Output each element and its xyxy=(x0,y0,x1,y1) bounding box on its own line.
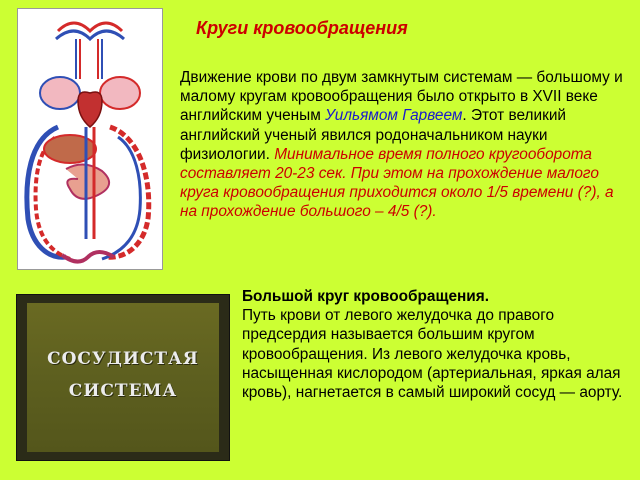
big-circle-heading: Большой круг кровообращения. xyxy=(242,288,490,305)
vein-loop-right xyxy=(102,137,140,259)
video-player[interactable] xyxy=(16,294,230,461)
video-title-line-1: СОСУДИСТАЯ xyxy=(47,349,199,369)
video-frame-image[interactable] xyxy=(27,303,219,452)
intro-paragraph xyxy=(180,68,625,222)
lung-left xyxy=(40,77,80,109)
intro-text-middle: . Этот великий английский ученый явился родоначальником науки физиологии. xyxy=(180,107,567,163)
big-circle-section xyxy=(242,287,632,402)
big-circle-text: Путь крови от левого желудочка до правого предсердия называется большим кругом кровообращения. Из левого желудочка кровь, насыщенная кислородом (артериальная, яркая алая кровь), нагнетается в самый широкий сосуд — аорту. xyxy=(242,307,623,402)
slide-title: Круги кровообращения xyxy=(196,18,408,38)
intestines xyxy=(66,164,109,198)
circulatory-diagram xyxy=(17,8,163,270)
video-title-line-2: СИСТЕМА xyxy=(68,381,178,401)
heart xyxy=(78,92,102,127)
intro-highlight: Минимальное время полного кругооборота составляет 20-23 сек. При этом на прохождение малого круга кровообращения приходится около 1/5 времени (?), а на прохождение большого – 4/5 (?). xyxy=(180,145,614,221)
liver xyxy=(44,135,96,163)
lung-right xyxy=(100,77,140,109)
scientist-name: Уильямом Гарвеем xyxy=(325,107,463,125)
head-vessels xyxy=(58,23,122,31)
intro-text-start: Движение крови по двум замкнутым системам — большому и малому кругам кровообращения было открыто в XVII веке английским ученым xyxy=(180,69,623,125)
